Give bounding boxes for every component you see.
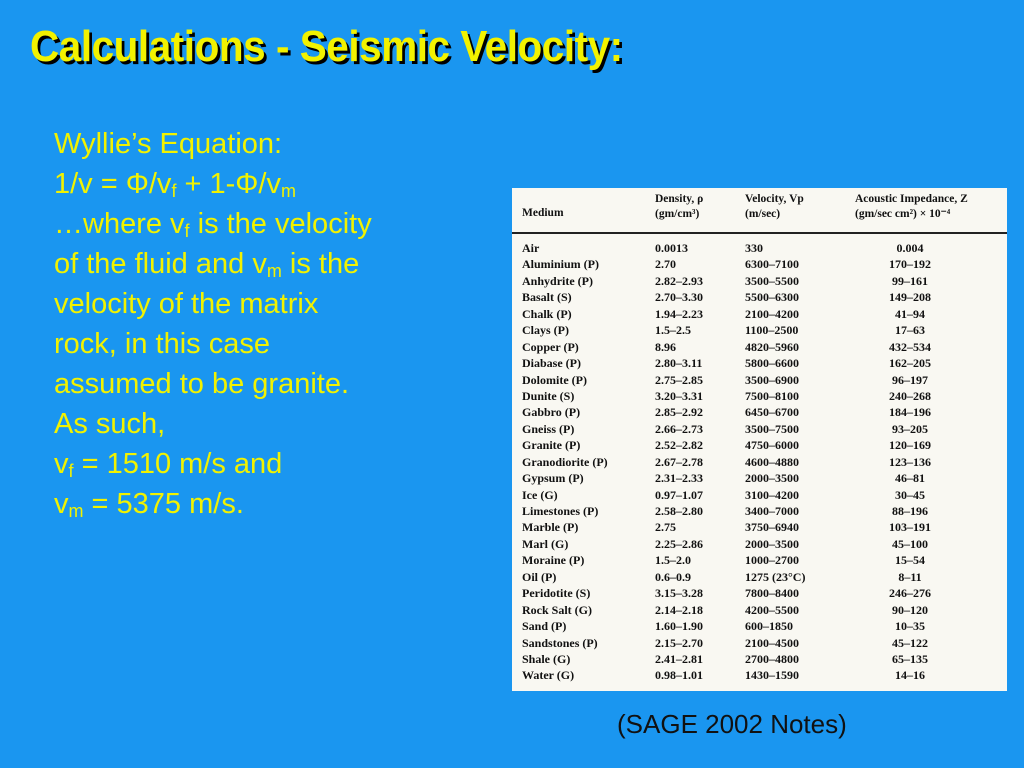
cell-density: 3.15–3.28 — [655, 586, 703, 601]
cell-medium: Clays (P) — [522, 323, 569, 338]
cell-velocity: 1000–2700 — [745, 553, 799, 568]
cell-velocity: 6300–7100 — [745, 257, 799, 272]
table-row — [512, 552, 1007, 568]
cell-medium: Ice (G) — [522, 487, 558, 502]
table-row — [512, 240, 1007, 256]
cell-density: 2.70–3.30 — [655, 290, 703, 305]
cell-density: 2.70 — [655, 257, 676, 272]
table-row — [512, 487, 1007, 503]
cell-velocity: 2700–4800 — [745, 651, 799, 666]
table-row — [512, 618, 1007, 634]
cell-velocity: 4600–4880 — [745, 454, 799, 469]
table-row — [512, 355, 1007, 371]
cell-velocity: 330 — [745, 241, 763, 255]
table-row — [512, 519, 1007, 535]
cell-density: 8.96 — [655, 339, 676, 354]
cell-velocity: 3400–7000 — [745, 504, 799, 518]
cell-impedance: 432–534 — [889, 339, 931, 354]
cell-velocity: 1100–2500 — [745, 323, 799, 338]
table-row — [512, 503, 1007, 519]
cell-density: 2.80–3.11 — [655, 356, 703, 371]
table-row — [512, 454, 1007, 470]
cell-density: 1.60–1.90 — [655, 619, 703, 634]
cell-medium: Gabbro (P) — [522, 405, 581, 420]
cell-velocity: 3500–5500 — [745, 273, 799, 288]
cell-velocity: 2100–4500 — [745, 635, 799, 650]
cell-density: 2.85–2.92 — [655, 405, 703, 420]
cell-impedance: 88–196 — [892, 504, 928, 518]
wyllie-equation: $1/v = \Phi/v_f + 1-\Phi/v_m$ — [54, 168, 296, 201]
cell-velocity: 4820–5960 — [745, 339, 799, 354]
cell-medium: Peridotite (S) — [522, 586, 591, 601]
table-row — [512, 273, 1007, 289]
cell-density: 2.52–2.82 — [655, 438, 703, 453]
cell-velocity: 2000–3500 — [745, 536, 799, 551]
cell-medium: Anhydrite (P) — [522, 273, 593, 288]
cell-density: 2.15–2.70 — [655, 635, 703, 650]
cell-medium: Marble (P) — [522, 520, 579, 535]
cell-medium: Copper (P) — [522, 339, 579, 354]
cell-density: 2.25–2.86 — [655, 536, 703, 551]
cell-velocity: 2100–4200 — [745, 306, 799, 321]
cell-medium: Gypsum (P) — [522, 471, 584, 486]
cell-medium: Granite (P) — [522, 438, 581, 453]
cell-density: 3.20–3.31 — [655, 388, 703, 403]
cell-velocity: 600–1850 — [745, 619, 793, 634]
cell-density: 0.98–1.01 — [655, 668, 703, 683]
cell-medium: Dunite (S) — [522, 388, 575, 403]
cell-impedance: 0.004 — [896, 241, 924, 255]
cell-impedance: 30–45 — [895, 487, 925, 502]
cell-medium: Aluminium (P) — [522, 257, 600, 272]
cell-impedance: 96–197 — [892, 372, 928, 387]
table-row — [512, 256, 1007, 272]
cell-impedance: 184–196 — [889, 405, 931, 420]
cell-impedance: 65–135 — [892, 651, 928, 666]
cell-medium: Granodiorite (P) — [522, 454, 608, 469]
cell-medium: Diabase (P) — [522, 356, 581, 371]
cell-density: 2.14–2.18 — [655, 602, 703, 617]
cell-medium: Gneiss (P) — [522, 421, 575, 436]
table-row — [512, 470, 1007, 486]
table-row — [512, 536, 1007, 552]
where-line: …where $v_f$ is the velocity — [54, 208, 372, 241]
cell-medium: Limestones (P) — [522, 504, 599, 518]
cell-medium: Air — [522, 241, 540, 255]
cell-impedance: 93–205 — [892, 421, 928, 436]
cell-velocity: 6450–6700 — [745, 405, 799, 420]
body-text — [54, 124, 504, 524]
cell-velocity: 3750–6940 — [745, 520, 799, 535]
cell-density: 0.0013 — [655, 241, 688, 255]
cell-impedance: 45–122 — [892, 635, 928, 650]
cell-impedance: 46–81 — [895, 471, 925, 486]
equation-heading: Wyllie’s Equation: — [54, 128, 283, 160]
cell-density: 2.66–2.73 — [655, 421, 703, 436]
table-row — [512, 421, 1007, 437]
table-row — [512, 635, 1007, 651]
cell-velocity: 4750–6000 — [745, 438, 799, 453]
header-impedance-unit: (gm/sec cm²) × 10⁻⁴ — [855, 208, 951, 220]
cell-impedance: 123–136 — [889, 454, 931, 469]
table-row — [512, 602, 1007, 618]
cell-density: 1.5–2.0 — [655, 553, 691, 568]
cell-impedance: 10–35 — [895, 619, 925, 634]
cell-impedance: 149–208 — [889, 290, 931, 305]
cell-velocity: 5500–6300 — [745, 290, 799, 305]
table-row — [512, 372, 1007, 388]
cell-velocity: 2000–3500 — [745, 471, 799, 486]
header-density: Density, ρ — [655, 193, 704, 205]
cell-impedance: 8–11 — [898, 569, 922, 584]
cell-velocity: 3500–7500 — [745, 421, 799, 436]
cell-impedance: 14–16 — [895, 668, 925, 683]
cell-impedance: 246–276 — [889, 586, 931, 601]
table-row — [512, 306, 1007, 322]
vm-value-line: $v_m = 5375$ m/s. — [54, 488, 244, 521]
cell-density: 0.97–1.07 — [655, 487, 703, 502]
cell-density: 2.41–2.81 — [655, 651, 703, 666]
cell-medium: Sandstones (P) — [522, 635, 598, 650]
cell-velocity: 1275 (23°C) — [745, 569, 806, 584]
cell-density: 1.94–2.23 — [655, 306, 703, 321]
cell-medium: Marl (G) — [522, 536, 569, 551]
body-line: assumed to be granite. — [54, 368, 350, 400]
cell-density: 2.31–2.33 — [655, 471, 703, 486]
cell-velocity: 5800–6600 — [745, 356, 799, 371]
cell-medium: Shale (G) — [522, 651, 571, 666]
cell-medium: Water (G) — [522, 668, 575, 683]
cell-impedance: 15–54 — [895, 553, 925, 568]
cell-velocity: 1430–1590 — [745, 668, 799, 683]
cell-density: 2.75–2.85 — [655, 372, 703, 387]
table-row — [512, 437, 1007, 453]
cell-density: 2.67–2.78 — [655, 454, 703, 469]
cell-medium: Basalt (S) — [522, 290, 572, 305]
cell-medium: Rock Salt (G) — [522, 602, 592, 617]
table-row — [512, 585, 1007, 601]
cell-medium: Oil (P) — [522, 569, 557, 584]
header-velocity: Velocity, Vp — [745, 193, 804, 205]
table-row — [512, 339, 1007, 355]
header-velocity-unit: (m/sec) — [745, 208, 781, 220]
body-line: velocity of the matrix — [54, 288, 319, 320]
header-density-unit: (gm/cm³) — [655, 208, 700, 220]
cell-impedance: 90–120 — [892, 602, 928, 617]
body-line: As such, — [54, 408, 166, 440]
table-header — [512, 188, 1007, 234]
cell-density: 0.6–0.9 — [655, 569, 691, 584]
cell-velocity: 7500–8100 — [745, 388, 799, 403]
cell-velocity: 3100–4200 — [745, 487, 799, 502]
header-impedance: Acoustic Impedance, Z — [855, 193, 968, 205]
cell-impedance: 162–205 — [889, 356, 931, 371]
cell-impedance: 240–268 — [889, 388, 931, 403]
cell-density: 1.5–2.5 — [655, 323, 691, 338]
cell-medium: Chalk (P) — [522, 306, 572, 321]
cell-density: 2.58–2.80 — [655, 504, 703, 518]
cell-impedance: 17–63 — [895, 323, 925, 338]
table-row — [512, 404, 1007, 420]
cell-impedance: 170–192 — [889, 257, 931, 272]
table-row — [512, 289, 1007, 305]
cell-density: 2.75 — [655, 520, 676, 535]
cell-medium: Dolomite (P) — [522, 372, 587, 387]
table-row — [512, 322, 1007, 338]
vf-value-line: $v_f = 1510$ m/s and — [54, 448, 283, 481]
source-caption: (SAGE 2002 Notes) — [617, 709, 847, 739]
slide-title: Calculations - Seismic Velocity: — [30, 22, 623, 71]
cell-velocity: 3500–6900 — [745, 372, 799, 387]
cell-impedance: 120–169 — [889, 438, 931, 453]
cell-velocity: 4200–5500 — [745, 602, 799, 617]
cell-impedance: 45–100 — [892, 536, 928, 551]
fluid-line: of the fluid and $v_m$ is the — [54, 248, 360, 281]
body-line: rock, in this case — [54, 328, 270, 360]
cell-impedance: 99–161 — [892, 273, 928, 288]
acoustic-impedance-table — [512, 188, 1007, 691]
table-row — [512, 569, 1007, 585]
header-medium: Medium — [522, 207, 564, 219]
table-row — [512, 651, 1007, 667]
cell-velocity: 7800–8400 — [745, 586, 799, 601]
cell-density: 2.82–2.93 — [655, 273, 703, 288]
table-body — [512, 240, 1007, 684]
table-row — [512, 388, 1007, 404]
cell-medium: Moraine (P) — [522, 553, 585, 568]
cell-medium: Sand (P) — [522, 619, 567, 634]
cell-impedance: 103–191 — [889, 520, 931, 535]
table-row — [512, 667, 1007, 683]
cell-impedance: 41–94 — [895, 306, 925, 321]
